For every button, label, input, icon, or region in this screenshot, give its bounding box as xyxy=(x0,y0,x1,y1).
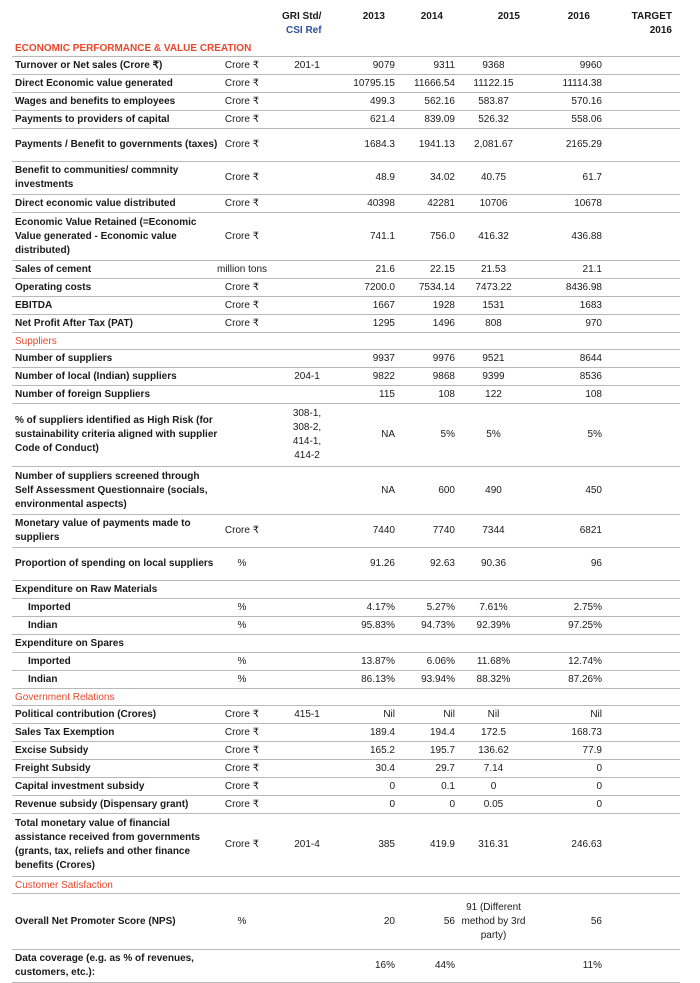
value-2016-cell: 21.1 xyxy=(582,263,602,275)
value-2015-cell: 21.53 xyxy=(480,263,507,275)
unit-cell: Crore ₹ xyxy=(224,780,260,792)
table-row xyxy=(12,129,680,162)
gri-ref-cell xyxy=(282,75,332,92)
unit-cell: Crore ₹ xyxy=(224,95,260,107)
table-row xyxy=(12,261,680,279)
gri-ref-cell xyxy=(282,894,332,949)
value-2016-cell: 61.7 xyxy=(582,172,602,183)
value-2016-cell: 450 xyxy=(585,484,602,496)
unit-cell: Crore ₹ xyxy=(224,172,260,183)
row-label: EBITDA xyxy=(15,299,53,311)
value-2013-cell: 21.6 xyxy=(375,263,395,275)
gri-ref-cell xyxy=(282,279,332,296)
value-2013-cell: 20 xyxy=(383,915,395,927)
gri-ref-cell xyxy=(282,261,332,278)
unit-cell xyxy=(202,350,282,367)
row-label: Imported xyxy=(28,601,71,613)
gri-ref-cell: 308-1, 308-2, 414-1, 414-2 xyxy=(292,408,322,461)
unit-cell: Crore ₹ xyxy=(224,839,260,850)
value-2014-cell: 93.94% xyxy=(421,673,455,685)
row-label: Overall Net Promoter Score (NPS) xyxy=(15,915,176,927)
table-row xyxy=(12,75,680,93)
value-2015-cell: 7473.22 xyxy=(475,281,512,293)
value-2015-cell: 0.05 xyxy=(483,798,504,810)
row-label: Monetary value of payments made to suppliers xyxy=(15,518,191,543)
value-2015-cell: 10706 xyxy=(479,197,508,209)
unit-cell: Crore ₹ xyxy=(224,197,260,209)
value-2014-cell: 6.06% xyxy=(426,655,455,667)
row-label: Net Profit After Tax (PAT) xyxy=(15,317,133,329)
table-row xyxy=(12,814,680,877)
row-label: Political contribution (Crores) xyxy=(15,708,157,720)
value-2015-cell: 7.61% xyxy=(479,601,508,613)
value-2016-cell: 1683 xyxy=(579,299,602,311)
row-label: Direct economic value distributed xyxy=(15,197,176,209)
table-row xyxy=(12,515,680,548)
value-2016-cell: 246.63 xyxy=(571,839,602,850)
value-2015-cell: 583.87 xyxy=(478,95,509,107)
value-2016-cell: 11% xyxy=(582,960,602,971)
value-2016-cell: 12.74% xyxy=(568,655,602,667)
value-2015-cell xyxy=(457,635,530,652)
value-2016-cell: 56 xyxy=(590,915,602,927)
table-row xyxy=(12,350,680,368)
table-row xyxy=(12,760,680,778)
row-label: Indian xyxy=(28,673,58,685)
value-2014-cell: Nil xyxy=(443,708,455,720)
unit-cell: Crore ₹ xyxy=(224,230,260,242)
table-row xyxy=(12,742,680,760)
gri-ref-cell xyxy=(282,671,332,688)
value-2014-cell xyxy=(397,635,455,652)
value-2015-cell xyxy=(457,581,530,598)
table-row xyxy=(12,93,680,111)
value-2014-cell: 839.09 xyxy=(424,113,455,125)
table-row xyxy=(12,599,680,617)
table-row xyxy=(12,386,680,404)
value-2013-cell: 1667 xyxy=(372,299,395,311)
gri-ref-cell: 415-1 xyxy=(294,708,320,720)
value-2015-cell: 92.39% xyxy=(476,619,511,631)
value-2016-cell: 2.75% xyxy=(573,601,602,613)
unit-cell xyxy=(202,581,282,598)
value-2015-cell: 416.32 xyxy=(478,230,509,242)
value-2013-cell: 165.2 xyxy=(369,744,395,756)
gri-ref-cell xyxy=(282,950,332,982)
gri-ref-cell: 201-1 xyxy=(294,59,320,71)
table-row xyxy=(12,950,680,983)
table-row xyxy=(12,581,680,599)
value-2014-cell: 9311 xyxy=(433,59,455,71)
value-2015-cell: 136.62 xyxy=(478,744,509,756)
target-year-header: 2016 xyxy=(649,25,672,36)
value-2013-cell: 1295 xyxy=(372,317,395,329)
unit-cell xyxy=(202,467,282,514)
value-2013-cell: 115 xyxy=(379,388,395,400)
unit-cell xyxy=(202,386,282,403)
value-2014-cell: 195.7 xyxy=(429,744,455,756)
unit-cell: Crore ₹ xyxy=(224,762,260,774)
value-2013-cell: 0 xyxy=(389,798,395,810)
unit-cell: Crore ₹ xyxy=(224,525,260,536)
unit-cell: Crore ₹ xyxy=(224,744,260,756)
value-2014-cell: 56 xyxy=(443,915,455,927)
row-label: Freight Subsidy xyxy=(15,762,91,774)
value-2014-cell: 756.0 xyxy=(429,230,455,242)
value-2013-cell: 385 xyxy=(378,839,395,850)
table-row xyxy=(12,368,680,386)
value-2013-cell: 9079 xyxy=(372,59,395,71)
value-2014-cell: 108 xyxy=(438,388,455,400)
unit-cell: Crore ₹ xyxy=(224,77,260,89)
row-label: Imported xyxy=(28,655,71,667)
value-2015-cell: 526.32 xyxy=(478,113,509,125)
gri-ref-cell xyxy=(282,653,332,670)
value-2013-cell: 13.87% xyxy=(361,655,395,667)
target-header: TARGET xyxy=(631,11,672,22)
gri-ref-cell xyxy=(282,760,332,777)
gri-ref-cell xyxy=(282,635,332,652)
value-2013-cell: Nil xyxy=(383,708,395,720)
value-2015-cell: 5% xyxy=(486,429,501,440)
value-2013-cell: 7200.0 xyxy=(364,281,395,293)
unit-cell: Crore ₹ xyxy=(224,299,260,311)
value-2016-cell: 0 xyxy=(596,798,602,810)
table-row xyxy=(12,315,680,333)
row-label: Benefit to communities/ commnity investments xyxy=(15,165,179,190)
unit-cell: Crore ₹ xyxy=(224,281,260,293)
row-label: Number of suppliers xyxy=(15,352,113,364)
table-row xyxy=(12,297,680,315)
gri-ref-cell xyxy=(282,467,332,514)
table-row xyxy=(12,467,680,515)
year-2013-header: 2013 xyxy=(362,11,385,22)
unit-cell: % xyxy=(237,673,247,685)
value-2014-cell xyxy=(397,581,455,598)
row-label: Expenditure on Raw Materials xyxy=(15,583,158,595)
row-label: Sales Tax Exemption xyxy=(15,726,115,738)
table-row xyxy=(12,617,680,635)
value-2014-cell: 9976 xyxy=(432,352,455,364)
value-2016-cell: 108 xyxy=(585,388,602,400)
gri-ref-cell xyxy=(282,796,332,813)
value-2014-cell: 7534.14 xyxy=(418,281,455,293)
table-row xyxy=(12,548,680,581)
gri-ref-cell xyxy=(282,213,332,260)
value-2016-cell xyxy=(542,581,602,598)
value-2015-cell: 90.36 xyxy=(480,558,507,569)
value-2013-cell: 40398 xyxy=(367,197,395,209)
year-2016-header: 2016 xyxy=(567,11,590,22)
table-row xyxy=(12,778,680,796)
unit-cell: million tons xyxy=(216,263,268,275)
row-label: Operating costs xyxy=(15,281,92,293)
value-2016-cell: 97.25% xyxy=(568,619,602,631)
gri-ref-cell xyxy=(282,297,332,314)
gri-ref-cell xyxy=(282,599,332,616)
value-2016-cell: 8436.98 xyxy=(565,281,602,293)
value-2016-cell xyxy=(542,635,602,652)
value-2015-cell: 2,081.67 xyxy=(474,139,513,150)
value-2016-cell: 8536 xyxy=(579,370,602,382)
value-2013-cell: NA xyxy=(381,484,395,496)
value-2016-cell: 570.16 xyxy=(571,95,602,107)
value-2015-cell: Nil xyxy=(487,708,500,720)
value-2016-cell: 5% xyxy=(587,429,602,440)
section-header xyxy=(12,877,680,894)
row-label: Turnover or Net sales (Crore ₹) xyxy=(15,59,163,71)
table-row xyxy=(12,894,680,950)
table-row xyxy=(12,653,680,671)
value-2016-cell: 9960 xyxy=(579,59,602,71)
value-2015-cell: 88.32% xyxy=(476,673,511,685)
gri-ref-cell xyxy=(282,93,332,110)
value-2016-cell: 168.73 xyxy=(571,726,602,738)
table-row xyxy=(12,796,680,814)
value-2014-cell: 600 xyxy=(438,484,455,496)
gri-ref-cell xyxy=(282,162,332,194)
row-label: Wages and benefits to employees xyxy=(15,95,176,107)
unit-cell: Crore ₹ xyxy=(224,317,260,329)
value-2015-cell: 7.14 xyxy=(483,762,504,774)
gri-ref-cell xyxy=(282,111,332,128)
value-2015-cell: 7344 xyxy=(482,525,505,536)
unit-cell: Crore ₹ xyxy=(224,139,260,150)
value-2016-cell: 10678 xyxy=(574,197,602,209)
value-2013-cell xyxy=(337,635,395,652)
unit-cell xyxy=(202,950,282,982)
value-2013-cell: 48.9 xyxy=(375,172,395,183)
gri-ref-cell xyxy=(282,315,332,332)
row-label: Capital investment subsidy xyxy=(15,780,145,792)
row-label: Expenditure on Spares xyxy=(15,637,124,649)
value-2013-cell: 1684.3 xyxy=(364,139,395,150)
value-2014-cell: 22.15 xyxy=(429,263,455,275)
csi-ref-header: CSI Ref xyxy=(286,25,322,36)
value-2015-cell: 172.5 xyxy=(480,726,507,738)
value-2014-cell: 9868 xyxy=(432,370,455,382)
unit-cell: Crore ₹ xyxy=(224,59,260,71)
table-row xyxy=(12,279,680,297)
value-2014-cell: 29.7 xyxy=(435,762,455,774)
gri-ref-cell xyxy=(282,742,332,759)
value-2016-cell: 77.9 xyxy=(582,744,602,756)
gri-ref-cell xyxy=(282,515,332,547)
gri-ref-cell: 204-1 xyxy=(294,370,320,382)
row-label: Proportion of spending on local suppliers xyxy=(15,558,214,569)
value-2015-cell: 490 xyxy=(485,484,502,496)
value-2013-cell: 189.4 xyxy=(369,726,395,738)
table-row xyxy=(12,162,680,195)
gri-ref-cell: 201-4 xyxy=(294,839,320,850)
value-2013-cell: 741.1 xyxy=(369,230,395,242)
row-label: Number of foreign Suppliers xyxy=(15,388,151,400)
unit-cell: Crore ₹ xyxy=(224,798,260,810)
value-2013-cell: 499.3 xyxy=(369,95,395,107)
value-2014-cell: 1496 xyxy=(432,317,455,329)
value-2016-cell: 8644 xyxy=(579,352,602,364)
row-label: Payments to providers of capital xyxy=(15,113,170,125)
value-2015-cell: 0 xyxy=(490,780,497,792)
value-2016-cell: 436.88 xyxy=(571,230,602,242)
table-row xyxy=(12,213,680,261)
unit-cell xyxy=(202,404,282,466)
section-title: Customer Satisfaction xyxy=(15,879,113,891)
gri-ref-cell xyxy=(282,724,332,741)
value-2014-cell: 562.16 xyxy=(424,95,455,107)
gri-ref-cell xyxy=(282,617,332,634)
section-header xyxy=(12,333,680,350)
section-title: Suppliers xyxy=(15,335,57,347)
gri-ref-cell xyxy=(282,350,332,367)
section-header xyxy=(12,40,680,57)
value-2014-cell: 94.73% xyxy=(421,619,455,631)
value-2015-cell: 1531 xyxy=(482,299,505,311)
value-2013-cell: 7440 xyxy=(372,525,395,536)
value-2016-cell: 6821 xyxy=(579,525,602,536)
value-2016-cell: 2165.29 xyxy=(565,139,602,150)
value-2013-cell: 86.13% xyxy=(361,673,395,685)
value-2013-cell: 4.17% xyxy=(366,601,395,613)
value-2013-cell: 91.26 xyxy=(369,558,395,569)
value-2016-cell: 0 xyxy=(596,780,602,792)
table-row xyxy=(12,195,680,213)
value-2016-cell: Nil xyxy=(590,708,602,720)
value-2016-cell: 558.06 xyxy=(571,113,602,125)
row-label: Sales of cement xyxy=(15,263,92,275)
value-2016-cell: 970 xyxy=(585,317,602,329)
value-2013-cell: 9822 xyxy=(372,370,395,382)
value-2013-cell: NA xyxy=(381,429,395,440)
value-2014-cell: 419.9 xyxy=(429,839,455,850)
unit-cell: Crore ₹ xyxy=(224,726,260,738)
row-label: Total monetary value of financial assistance received from governments (grants, tax, reliefs and other finance benefits (Crores) xyxy=(15,818,201,871)
value-2016-cell: 11114.38 xyxy=(562,77,602,89)
gri-std-header: GRI Std/ xyxy=(282,11,322,22)
value-2014-cell: 194.4 xyxy=(429,726,455,738)
section-header xyxy=(12,689,680,706)
value-2015-cell: 9368 xyxy=(482,59,505,71)
value-2015-cell: 9521 xyxy=(482,352,505,364)
section-title: ECONOMIC PERFORMANCE & VALUE CREATION xyxy=(15,42,252,54)
value-2015-cell: 316.31 xyxy=(478,839,509,850)
value-2014-cell: 11666.54 xyxy=(414,77,455,89)
value-2014-cell: 0.1 xyxy=(441,780,455,792)
unit-cell: % xyxy=(237,558,247,569)
value-2015-cell: 9399 xyxy=(482,370,505,382)
table-row xyxy=(12,57,680,75)
gri-ref-cell xyxy=(282,548,332,580)
row-label: Excise Subsidy xyxy=(15,744,89,756)
value-2014-cell: 1941.13 xyxy=(418,139,455,150)
row-label: % of suppliers identified as High Risk (for sustainability criteria aligned with supplier Code of Conduct) xyxy=(15,415,218,454)
gri-ref-cell xyxy=(282,195,332,212)
row-label: Direct Economic value generated xyxy=(15,77,173,89)
unit-cell xyxy=(202,635,282,652)
row-label: Payments / Benefit to governments (taxes) xyxy=(15,139,218,150)
value-2014-cell: 34.02 xyxy=(429,172,455,183)
value-2014-cell: 92.63 xyxy=(429,558,455,569)
value-2013-cell: 0 xyxy=(389,780,395,792)
row-label: Data coverage (e.g. as % of revenues, customers, etc.): xyxy=(15,953,194,978)
value-2013-cell xyxy=(337,581,395,598)
value-2013-cell: 30.4 xyxy=(375,762,395,774)
value-2014-cell: 5% xyxy=(440,429,455,440)
value-2014-cell: 5.27% xyxy=(426,601,455,613)
table-row xyxy=(12,404,680,467)
value-2015-cell: 11.68% xyxy=(476,655,511,667)
table-row xyxy=(12,706,680,724)
value-2013-cell: 95.83% xyxy=(361,619,395,631)
row-label: Revenue subsidy (Dispensary grant) xyxy=(15,798,189,810)
gri-ref-cell xyxy=(282,778,332,795)
year-2015-header: 2015 xyxy=(497,11,520,22)
value-2015-cell: 808 xyxy=(485,317,502,329)
value-2014-cell: 1928 xyxy=(432,299,455,311)
value-2016-cell: 87.26% xyxy=(568,673,602,685)
table-row xyxy=(12,671,680,689)
section-title: Government Relations xyxy=(15,691,115,703)
gri-ref-cell xyxy=(282,129,332,161)
unit-cell: Crore ₹ xyxy=(224,113,260,125)
row-label: Number of local (Indian) suppliers xyxy=(15,370,177,382)
unit-cell: % xyxy=(237,619,247,631)
table-row xyxy=(12,635,680,653)
value-2014-cell: 42281 xyxy=(427,197,455,209)
table-header xyxy=(0,0,700,40)
table-row xyxy=(12,724,680,742)
gri-ref-cell xyxy=(282,581,332,598)
value-2015-cell xyxy=(457,950,530,982)
gri-ref-cell xyxy=(282,386,332,403)
table-row xyxy=(12,111,680,129)
unit-cell: % xyxy=(237,601,247,613)
unit-cell: % xyxy=(237,915,247,927)
value-2016-cell: 96 xyxy=(590,558,602,569)
value-2014-cell: 0 xyxy=(449,798,455,810)
value-2015-cell: 122 xyxy=(485,388,502,400)
row-label: Economic Value Retained (=Economic Value generated - Economic value distributed) xyxy=(15,216,197,256)
row-label: Indian xyxy=(28,619,58,631)
value-2013-cell: 10795.15 xyxy=(353,77,395,89)
value-2013-cell: 9937 xyxy=(372,352,395,364)
value-2013-cell: 621.4 xyxy=(369,113,395,125)
value-2015-cell: 40.75 xyxy=(480,172,507,183)
value-2014-cell: 44% xyxy=(434,960,455,971)
row-label: Number of suppliers screened through Self Assessment Questionnaire (socials, environmental aspects) xyxy=(15,470,208,510)
value-2015-cell: 91 (Different method by 3rd party) xyxy=(461,901,526,941)
value-2016-cell: 0 xyxy=(596,762,602,774)
value-2014-cell: 7740 xyxy=(432,525,455,536)
unit-cell xyxy=(202,368,282,385)
value-2013-cell: 16% xyxy=(374,960,395,971)
value-2015-cell: 11122.15 xyxy=(473,77,514,89)
unit-cell: Crore ₹ xyxy=(224,708,260,720)
year-2014-header: 2014 xyxy=(420,11,443,22)
unit-cell: % xyxy=(237,655,247,667)
